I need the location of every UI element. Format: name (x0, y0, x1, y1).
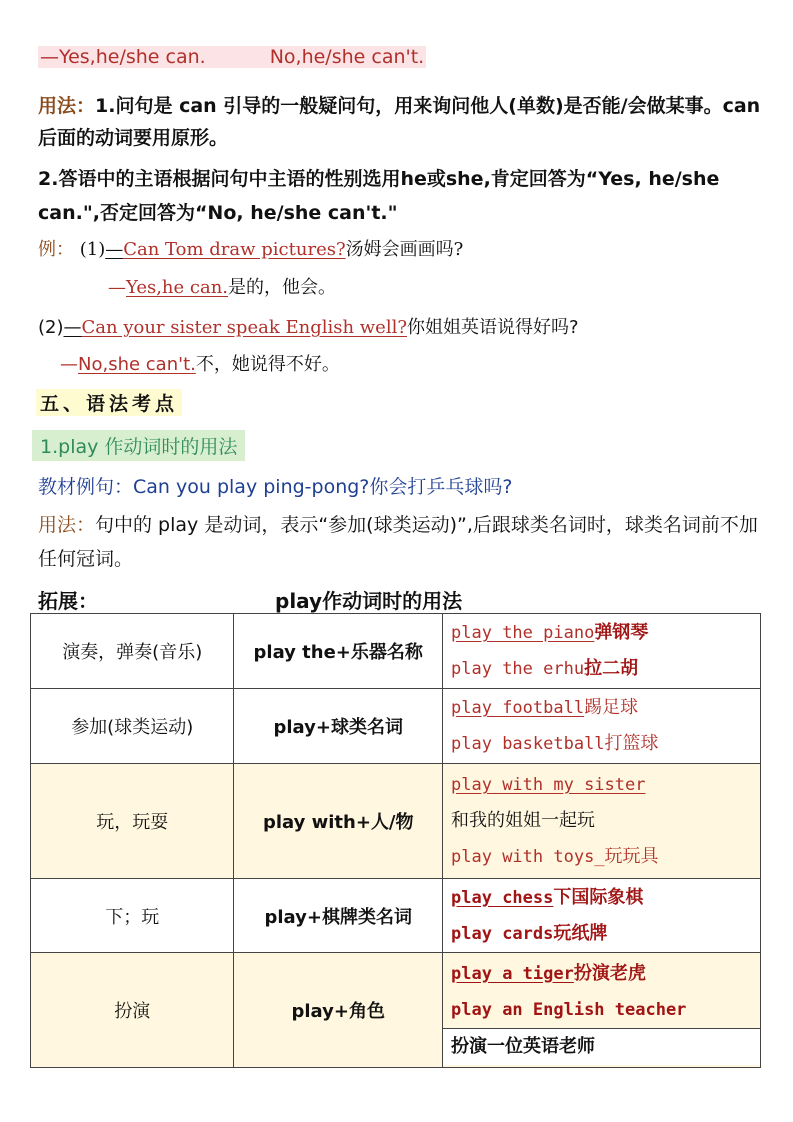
example-cn: 拉二胡 (584, 658, 639, 679)
example-line (451, 803, 760, 839)
example-cn: 打篮球 (604, 733, 659, 754)
expand-label: 拓展： (38, 589, 98, 613)
pattern-cell: play+角色 (234, 953, 443, 1068)
example-answer: Yes,he can. (126, 277, 229, 298)
example-cn: 和我的姐姐一起玩 (451, 810, 596, 831)
subsection-title-en: 1.play (40, 436, 105, 458)
subsection-title-cn: 作动词时的用法 (104, 436, 238, 458)
example-answer-cn: 是的，他会。 (228, 277, 337, 298)
example-question: Can your sister speak English well? (81, 317, 408, 338)
table-row (31, 764, 761, 879)
examples-cell (443, 689, 761, 764)
example-line (443, 1028, 760, 1065)
textbook-example (38, 472, 513, 499)
example-en: play with my sister (451, 775, 646, 795)
example-cn: 弹钢琴 (594, 622, 649, 643)
usage-text: 句中的 play 是动词，表示“参加(球类运动)”,后跟球类名词时，球类名词前不加任何冠词。 (38, 514, 758, 570)
example-dash: — (63, 317, 82, 338)
no-answer: No,he/she can't. (269, 46, 425, 68)
example-line (451, 880, 760, 916)
example-1-answer (108, 273, 336, 299)
example-cn: 踢足球 (584, 697, 639, 718)
example-number: (1) (79, 239, 106, 260)
example-en: play chess (451, 887, 554, 908)
example-question: Can Tom draw pictures? (123, 239, 346, 260)
usage-text: 1.问句是 can 引导的一般疑问句，用来询问他人(单数)是否能/会做某事。can 后面的动词要用原形。 (38, 95, 761, 149)
example-en: play football (451, 698, 585, 718)
meaning-cell: 演奏，弹奏(音乐) (31, 614, 234, 689)
meaning-cell: 扮演 (31, 953, 234, 1068)
textbook-sentence: Can you play ping-pong? (133, 476, 370, 498)
expand-title: play作动词时的用法 (275, 589, 463, 613)
usage-paragraph-1 (38, 90, 768, 154)
yes-answer: —Yes,he/she can. (40, 46, 206, 68)
table-row (31, 614, 761, 689)
example-number: (2) (38, 317, 64, 338)
meaning-cell: 下；玩 (31, 879, 234, 953)
example-en: play an English teacher (451, 999, 687, 1020)
example-question-cn: 你姐姐英语说得好吗? (407, 317, 579, 338)
meaning-cell: 参加(球类运动) (31, 689, 234, 764)
pattern-cell: play+棋牌类名词 (234, 879, 443, 953)
example-en: play basketball (451, 734, 605, 754)
textbook-label: 教材例句： (38, 476, 134, 498)
usage-label: 用法： (38, 95, 96, 117)
subsection-heading (32, 430, 245, 461)
examples-cell (443, 614, 761, 689)
table-row (31, 953, 761, 1068)
examples-cell (443, 879, 761, 953)
answer-pattern-line (38, 46, 426, 68)
section-heading: 五、语法考点 (36, 389, 182, 416)
textbook-sentence-cn: 你会打乒乓球吗? (369, 476, 513, 498)
example-1-question (38, 235, 463, 261)
example-cn: 下国际象棋 (553, 886, 644, 908)
example-dash: — (105, 239, 124, 260)
table-row (31, 879, 761, 953)
example-en: play with toys_ (451, 847, 605, 867)
example-line (451, 615, 760, 651)
example-2-question (38, 313, 579, 339)
example-line (451, 690, 760, 726)
example-line (451, 726, 760, 762)
examples-cell (443, 764, 761, 879)
table-row (31, 689, 761, 764)
example-en: play a tiger (451, 963, 574, 984)
example-line (451, 956, 760, 992)
example-line (451, 992, 760, 1028)
pattern-cell: play with+人/物 (234, 764, 443, 879)
usage-paragraph-2 (38, 508, 768, 576)
pattern-cell: play+球类名词 (234, 689, 443, 764)
example-en: play cards (451, 923, 554, 944)
example-cn: 扮演一位英语老师 (451, 1035, 596, 1057)
example-en: play the piano (451, 623, 595, 643)
example-en: play the erhu (451, 659, 585, 679)
example-answer: No,she can't. (78, 354, 196, 375)
example-line (451, 916, 760, 952)
example-line (451, 767, 760, 803)
answer-dash: — (60, 354, 78, 375)
answer-dash: — (108, 277, 126, 298)
pattern-cell: play the+乐器名称 (234, 614, 443, 689)
example-line (451, 651, 760, 687)
example-cn: 玩纸牌 (553, 922, 608, 944)
example-cn: 玩玩具 (604, 846, 659, 867)
point-2-paragraph: 2.答语中的主语根据问句中主语的性别选用he或she,肯定回答为“Yes, he/she can.",否定回答为“No, he/she can't." (38, 168, 720, 224)
example-answer-cn: 不，她说得不好。 (195, 354, 340, 375)
examples-cell (443, 953, 761, 1068)
example-line (451, 839, 760, 875)
example-question-cn: 汤姆会画画吗? (345, 239, 464, 260)
usage-label: 用法： (38, 514, 96, 536)
example-cn: 扮演老虎 (573, 962, 646, 984)
example-label: 例： (38, 239, 74, 260)
meaning-cell: 玩，玩耍 (31, 764, 234, 879)
example-2-answer (60, 350, 340, 376)
play-usage-table (30, 613, 761, 1068)
